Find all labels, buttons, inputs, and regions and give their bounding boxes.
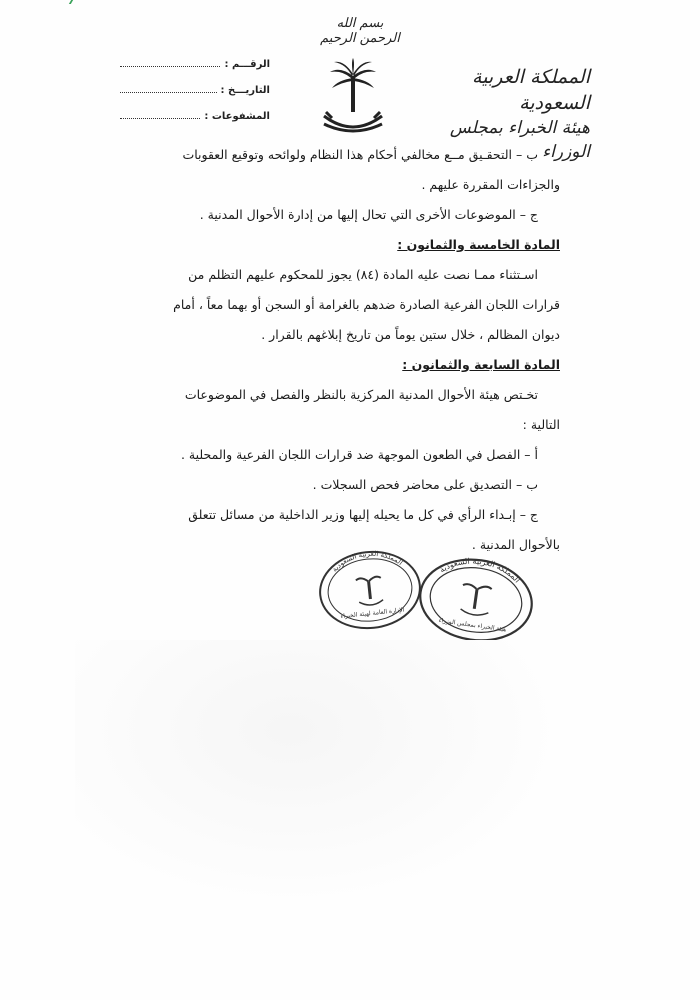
corner-mark	[69, 0, 79, 4]
ref-number-line	[120, 58, 220, 67]
ref-date-label: التاريـــخ :	[220, 85, 270, 96]
ref-attachments-row	[120, 110, 270, 136]
basmala: بسم الله الرحمن الرحيم	[320, 16, 400, 46]
scan-smudge	[75, 640, 615, 940]
ref-number-row	[120, 58, 270, 84]
paragraph	[135, 140, 560, 200]
text-line: بالأحوال المدنية .	[471, 537, 560, 552]
text-line: أ – الفصل في الطعون الموجهة ضد قرارات اللجان الفرعية والمحلية .	[180, 447, 538, 462]
text-line: والجزاءات المقررة عليهم .	[421, 177, 560, 192]
text-line: قرارات اللجان الفرعية الصادرة ضدهم بالغرامة أو السجن أو بهما معاً ، أمام	[173, 297, 560, 312]
article-heading	[135, 350, 560, 380]
left-stamp-icon	[316, 545, 424, 633]
article-85-heading: المادة الخامسة والثمانون :	[397, 237, 560, 252]
text-line: التالية :	[522, 417, 560, 432]
right-stamp-inner-text: هيئة الخبراء بمجلس الوزراء	[438, 617, 507, 634]
ref-number-label: الرقـــم :	[224, 59, 270, 70]
paragraph	[135, 260, 560, 350]
text-line: ب – التحقـيق مــع مخالفي أحكام هذا النظام ولوائحه وتوقيع العقوبات	[182, 147, 538, 162]
svg-text:المملكة العربية السعودية	[329, 546, 405, 574]
right-stamp-text: المملكة العربية السعودية	[437, 556, 522, 585]
saudi-emblem-icon	[318, 58, 388, 140]
ref-attachments-label: المشفوعات :	[204, 111, 270, 122]
ref-date-line	[120, 84, 217, 93]
text-line: ب – التصديق على محاضر فحص السجلات .	[312, 477, 538, 492]
paragraph	[135, 440, 560, 470]
letterhead-line-2: هيئة الخبراء بمجلس الوزراء	[449, 118, 590, 162]
paragraph	[135, 470, 560, 500]
ref-attachments-line	[120, 110, 200, 119]
article-87-heading: المادة السابعة والثمانون :	[402, 357, 560, 372]
ref-date-row	[120, 84, 270, 110]
reference-fields	[120, 58, 270, 136]
document-body	[135, 140, 560, 560]
text-line: اسـتثناء ممـا نصت عليه المادة (٨٤) يجوز للمحكوم عليهم التظلم من	[188, 267, 538, 282]
letterhead-organization	[420, 64, 590, 162]
left-stamp-inner-text: الإدارة العامة لهيئة الخبراء	[340, 606, 405, 621]
text-line: تخـتص هيئة الأحوال المدنية المركزية بالنظر والفصل في الموضوعات	[184, 387, 538, 402]
paragraph	[135, 200, 560, 230]
right-stamp-icon	[415, 550, 537, 640]
official-stamps	[310, 545, 540, 640]
text-line: ج – الموضوعات الأخرى التي تحال إليها من إدارة الأحوال المدنية .	[199, 207, 538, 222]
text-line: ج – إبـداء الرأي في كل ما يحيله إليها وزير الداخلية من مسائل تتعلق	[188, 507, 538, 522]
letterhead-line-1: المملكة العربية السعودية	[472, 66, 590, 114]
article-heading	[135, 230, 560, 260]
paragraph	[135, 380, 560, 440]
text-line: ديوان المظالم ، خلال ستين يوماً من تاريخ إبلاغهم بالقرار .	[261, 327, 560, 342]
left-stamp-text: المملكة العربية السعودية	[330, 549, 405, 574]
